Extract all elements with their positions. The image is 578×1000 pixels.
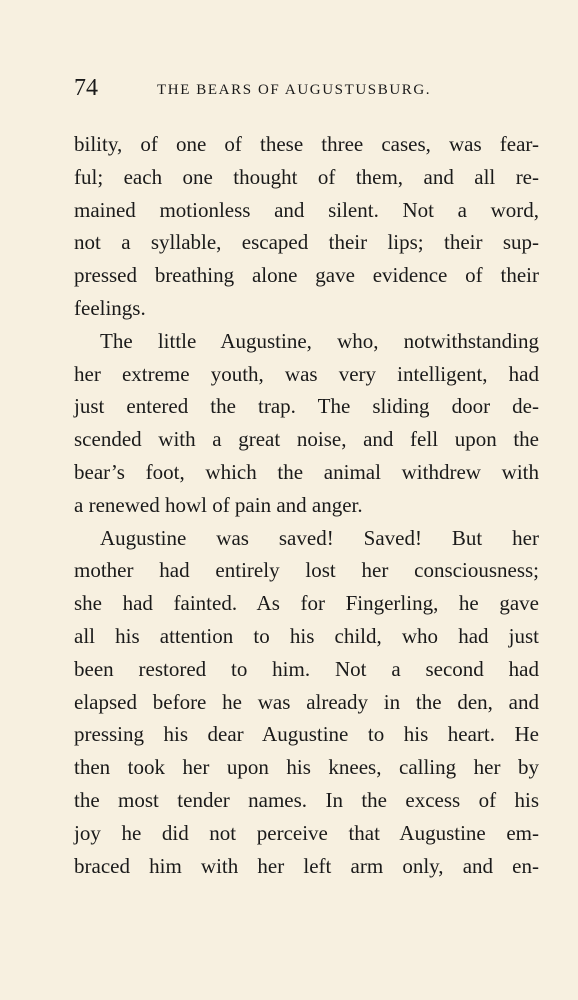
text-line: just entered the trap. The sliding door de-: [74, 394, 539, 419]
text-line: mained motionless and silent. Not a word,: [74, 197, 539, 222]
text-line: bear’s foot, which the animal withdrew with: [74, 459, 539, 484]
text-line: her extreme youth, was very intelligent, had: [74, 361, 539, 386]
text-line: elapsed before he was already in the den, and: [74, 689, 539, 714]
text-line: Augustine was saved! Saved! But her: [100, 525, 539, 550]
text-line: braced him with her left arm only, and en-: [74, 853, 539, 878]
text-line: the most tender names. In the excess of his: [74, 787, 539, 812]
text-line: all his attention to his child, who had just: [74, 623, 539, 648]
page-number: 74: [74, 75, 98, 101]
text-line: then took her upon his knees, calling her by: [74, 755, 539, 780]
text-line: not a syllable, escaped their lips; their sup-: [74, 230, 539, 255]
text-line: bility, of one of these three cases, was fear-: [74, 132, 539, 156]
text-line: joy he did not perceive that Augustine em-: [74, 820, 539, 845]
text-line: a renewed howl of pain and anger.: [74, 492, 363, 517]
text-line: been restored to him. Not a second had: [74, 656, 539, 681]
text-line: feelings.: [74, 295, 146, 320]
text-line: she had fainted. As for Fingerling, he gave: [74, 591, 539, 616]
text-line: pressing his dear Augustine to his heart. He: [74, 722, 539, 747]
text-line: The little Augustine, who, notwithstanding: [100, 328, 539, 353]
text-line: ful; each one thought of them, and all re-: [74, 164, 539, 189]
text-line: mother had entirely lost her consciousness;: [74, 558, 539, 583]
text-line: pressed breathing alone gave evidence of their: [74, 263, 539, 288]
running-head: THE BEARS OF AUGUSTUSBURG.: [157, 82, 432, 98]
text-line: scended with a great noise, and fell upon the: [74, 427, 539, 452]
body-text: [74, 128, 539, 882]
page-header: [74, 74, 539, 104]
